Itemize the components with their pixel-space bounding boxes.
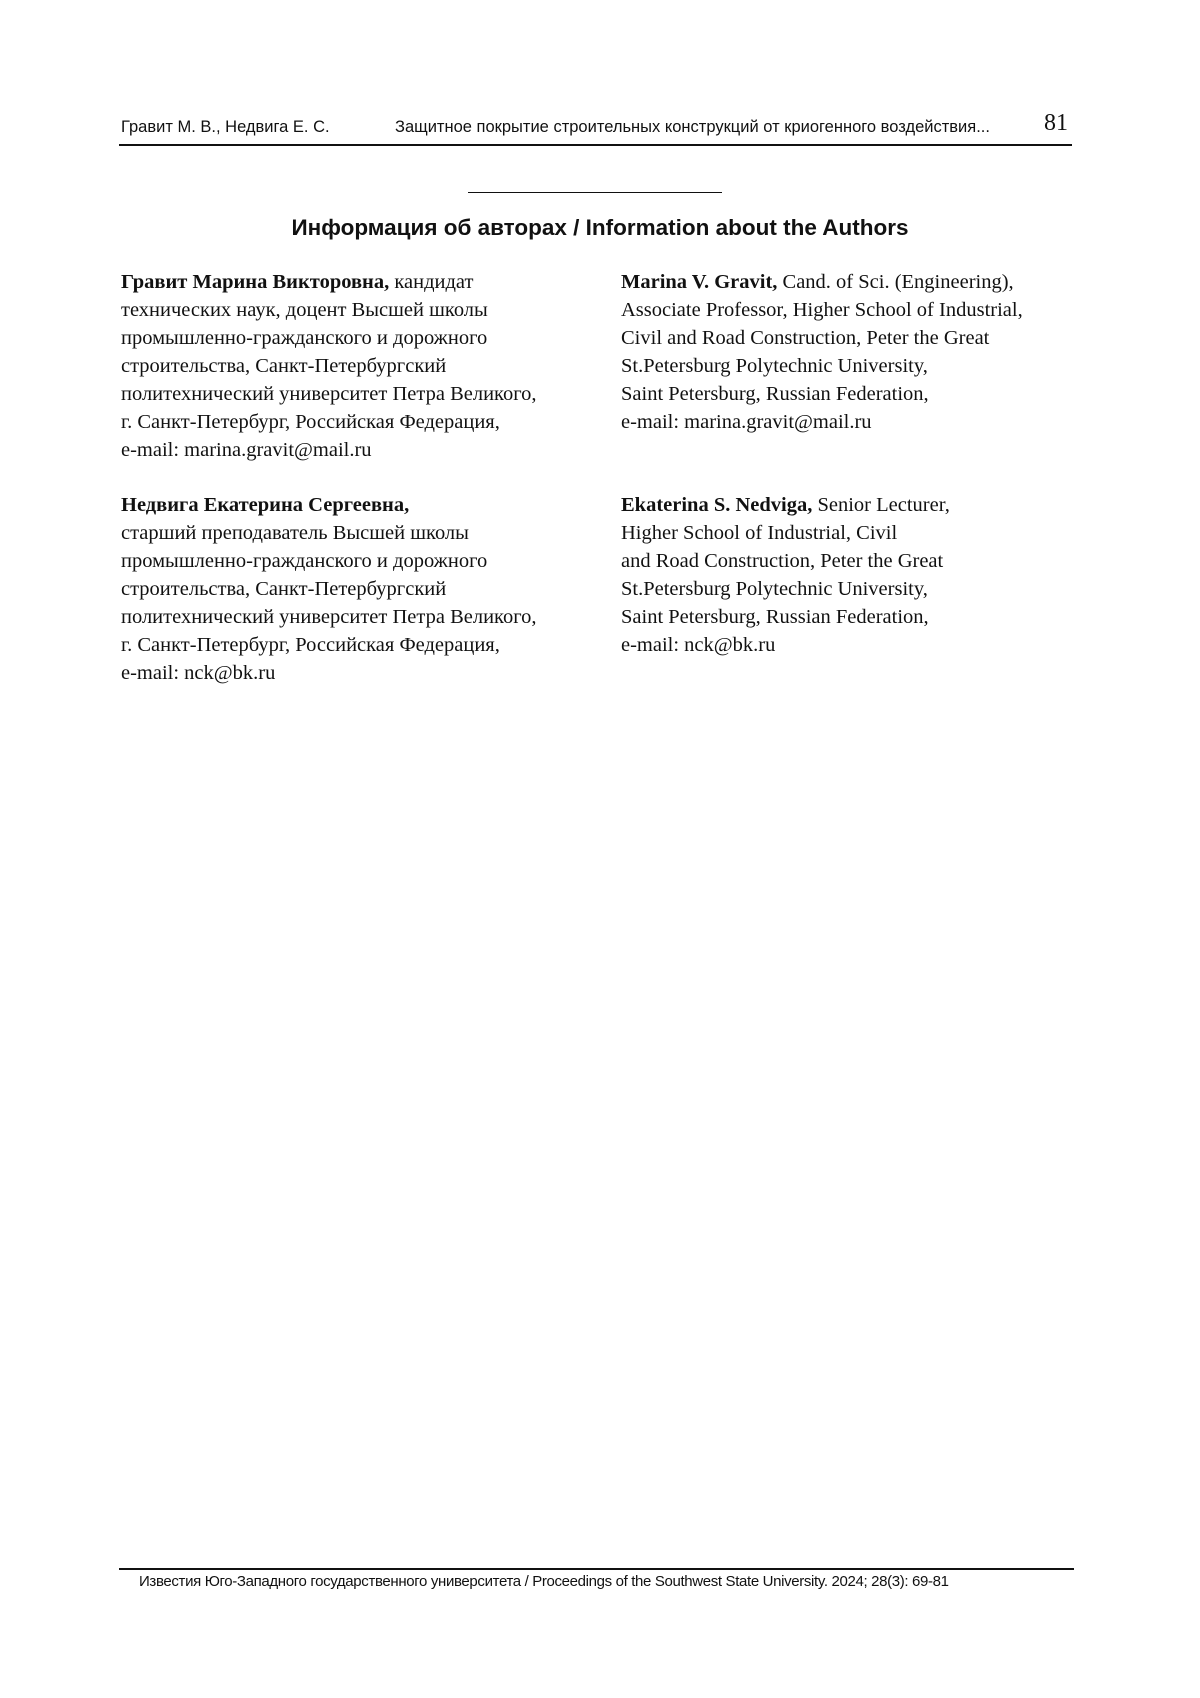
author-text-line: политехнический университет Петра Великого,	[121, 383, 537, 405]
running-head-authors: Гравит М. В., Недвига Е. С.	[121, 118, 330, 136]
author-email: e-mail: marina.gravit@mail.ru	[121, 439, 372, 461]
author-text-line: Senior Lecturer,	[812, 494, 950, 516]
author-name: Гравит Марина Викторовна,	[121, 271, 390, 293]
author-text-line: Cand. of Sci. (Engineering),	[777, 271, 1014, 293]
author-text-line: строительства, Санкт-Петербургский	[121, 355, 447, 377]
author-first-line	[121, 491, 537, 519]
author-text-line: старший преподаватель Высшей школы	[121, 522, 469, 544]
author-text-line: Civil and Road Construction, Peter the Great	[621, 327, 990, 349]
running-head-title: Защитное покрытие строительных конструкций от криогенного воздействия...	[395, 118, 990, 136]
section-separator	[468, 192, 722, 193]
running-head	[119, 108, 1072, 146]
author-text-line: St.Petersburg Polytechnic University,	[621, 355, 928, 377]
author-first-line	[621, 491, 950, 519]
author-info-en-nedviga	[621, 491, 950, 659]
author-text-line: St.Petersburg Polytechnic University,	[621, 578, 928, 600]
page-number: 81	[1044, 110, 1068, 136]
author-text-line: промышленно-гражданского и дорожного	[121, 550, 488, 572]
author-text-line: Associate Professor, Higher School of Industrial,	[621, 299, 1023, 321]
author-name: Marina V. Gravit,	[621, 271, 778, 293]
author-text-line: кандидат	[389, 271, 474, 293]
author-text-line: г. Санкт-Петербург, Российская Федерация,	[121, 634, 500, 656]
author-name: Недвига Екатерина Сергеевна,	[121, 494, 410, 516]
author-text-line: промышленно-гражданского и дорожного	[121, 327, 488, 349]
author-text-line: and Road Construction, Peter the Great	[621, 550, 944, 572]
author-text-line: Saint Petersburg, Russian Federation,	[621, 606, 929, 628]
page-footer	[119, 1568, 1074, 1590]
author-text-line: политехнический университет Петра Великого,	[121, 606, 537, 628]
author-text-line: строительства, Санкт-Петербургский	[121, 578, 447, 600]
author-text-line: г. Санкт-Петербург, Российская Федерация,	[121, 411, 500, 433]
author-info-en-gravit	[621, 268, 1023, 436]
author-email: e-mail: nck@bk.ru	[121, 662, 276, 684]
journal-citation: Известия Юго-Западного государственного университета / Proceedings of the Southwest State University. 2024; 28(3): 69-81	[139, 1573, 949, 1590]
author-text-line: технических наук, доцент Высшей школы	[121, 299, 488, 321]
author-text-line: Higher School of Industrial, Civil	[621, 522, 898, 544]
author-first-line	[121, 268, 537, 296]
author-email: e-mail: marina.gravit@mail.ru	[621, 411, 872, 433]
author-info-ru-gravit	[121, 268, 537, 464]
author-first-line	[621, 268, 1023, 296]
author-email: e-mail: nck@bk.ru	[621, 634, 776, 656]
author-name: Ekaterina S. Nedviga,	[621, 494, 813, 516]
section-heading: Информация об авторах / Information about the Authors	[291, 215, 909, 240]
author-info-ru-nedviga	[121, 491, 537, 687]
author-text-line: Saint Petersburg, Russian Federation,	[621, 383, 929, 405]
